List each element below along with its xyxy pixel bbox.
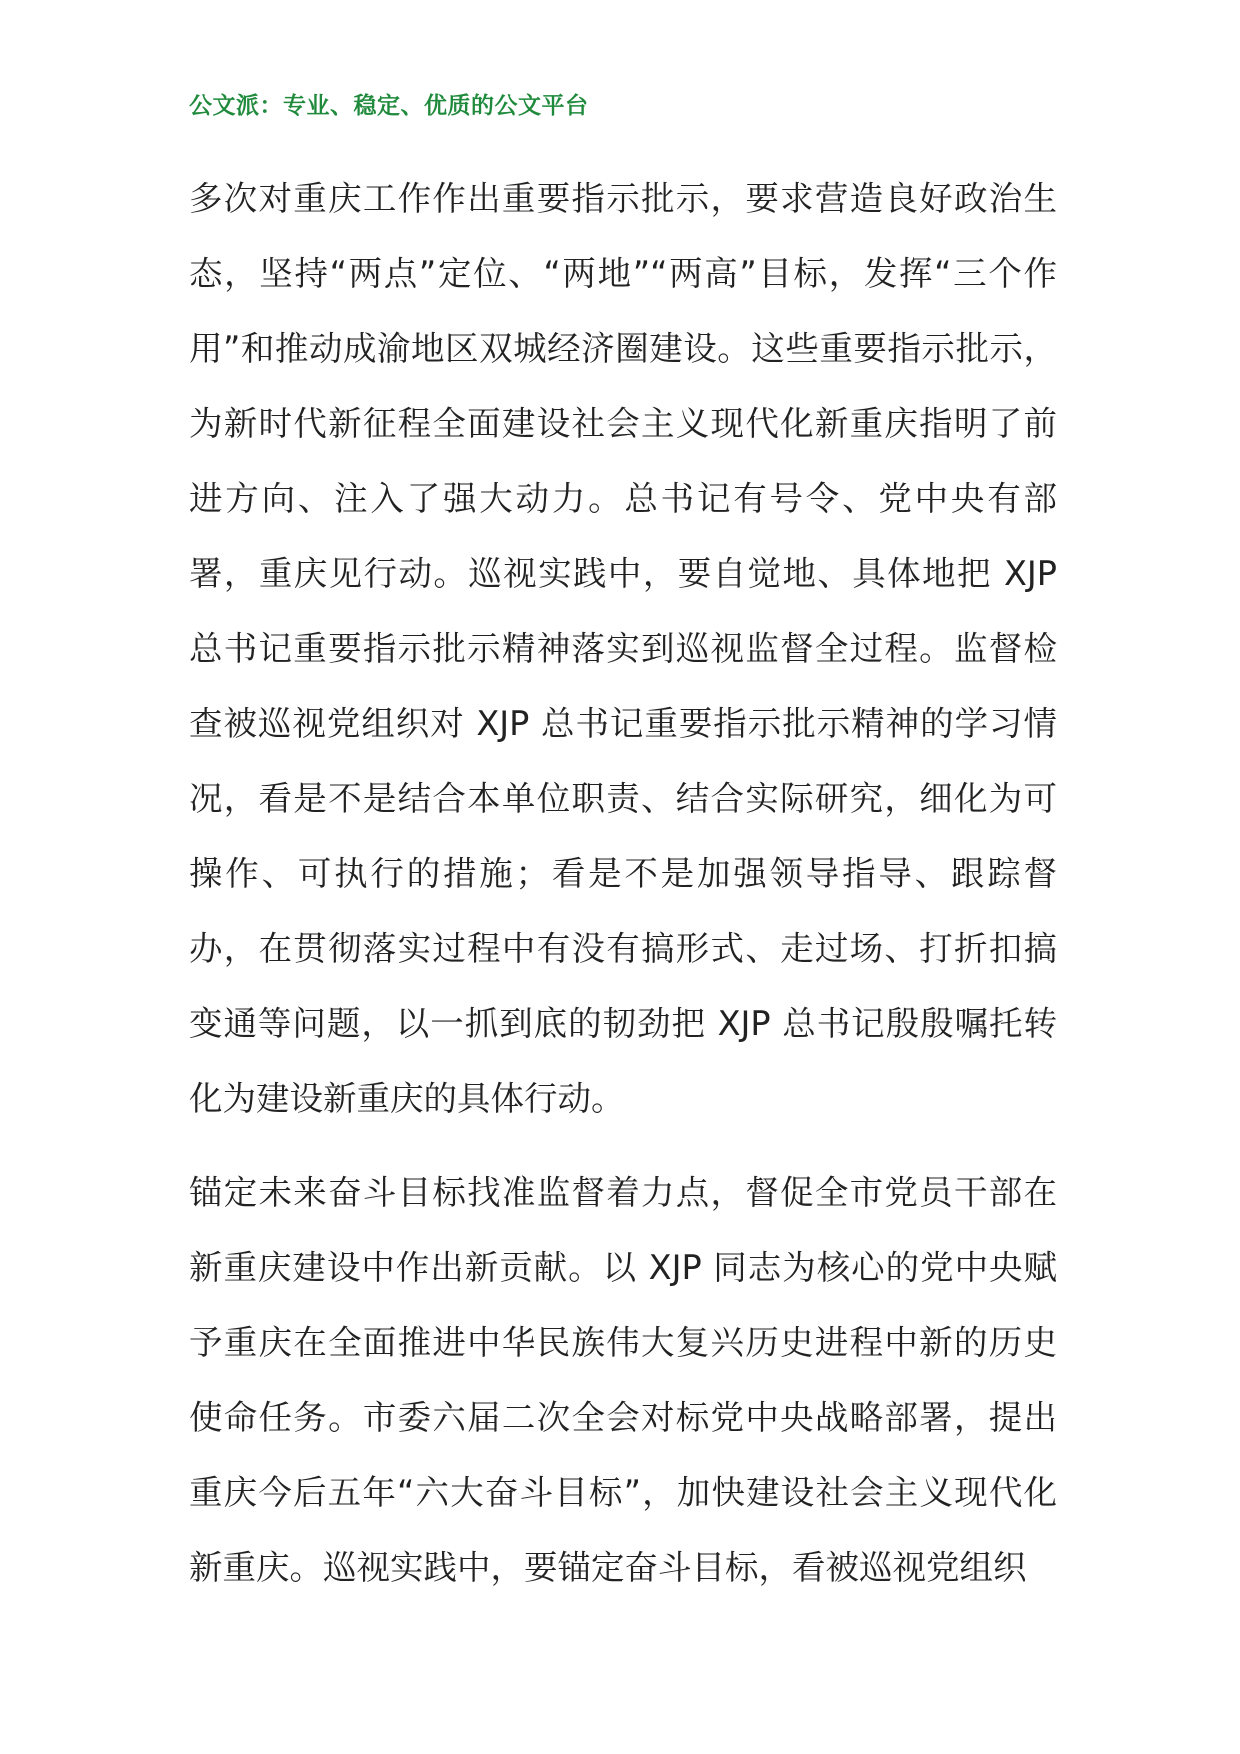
body-paragraph: 锚定未来奋斗目标找准监督着力点，督促全市党员干部在新重庆建设中作出新贡献。以 XJP 同志为核心的党中央赋予重庆在全面推进中华民族伟大复兴历史进程中新的历史使命任务。市委六届二次全会对标党中央战略部署，提出重庆今后五年“六大奋斗目标”，加快建设社会主义现代化新重庆。巡视实践中，要锚定奋斗目标，看被巡视党组织 — [189, 1173, 1057, 1587]
body-paragraph: 多次对重庆工作作出重要指示批示，要求营造良好政治生态，坚持“两点”定位、“两地”“两高”目标，发挥“三个作用”和推动成渝地区双城经济圈建设。这些重要指示批示，为新时代新征程全面建设社会主义现代化新重庆指明了前进方向、注入了强大动力。总书记有号令、党中央有部署，重庆见行动。巡视实践中，要自觉地、具体地把 XJP 总书记重要指示批示精神落实到巡视监督全过程。监督检查被巡视党组织对 XJP 总书记重要指示批示精神的学习情况，看是不是结合本单位职责、结合实际研究，细化为可操作、可执行的措施；看是不是加强领导指导、跟踪督办，在贯彻落实过程中有没有搞形式、走过场、打折扣搞变通等问题，以一抓到底的韧劲把 XJP 总书记殷殷嘱托转化为建设新重庆的具体行动。 — [189, 179, 1057, 1118]
page-header: 公文派：专业、稳定、优质的公文平台 — [189, 93, 589, 119]
